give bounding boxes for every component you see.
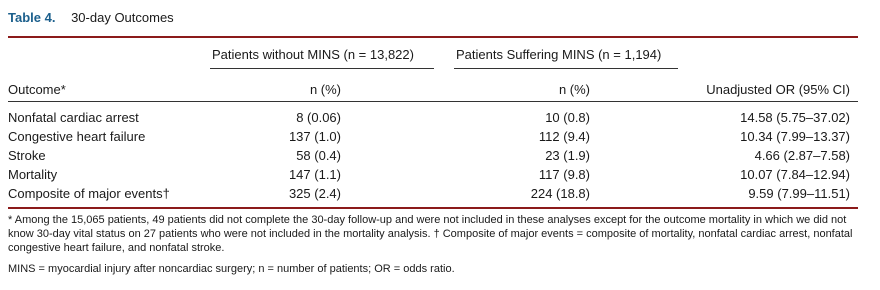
suffering-mins-cell: 10 (0.8) — [545, 110, 590, 125]
table-title: 30-day Outcomes — [71, 10, 174, 25]
outcome-cell: Mortality — [8, 167, 58, 182]
header-rule — [8, 101, 858, 102]
group-header-suffering-mins: Patients Suffering MINS (n = 1,194) — [456, 47, 662, 62]
without-mins-cell: 325 (2.4) — [288, 186, 341, 201]
table-row — [8, 110, 858, 129]
group-underline-without — [210, 68, 434, 69]
odds-ratio-cell: 9.59 (7.99–11.51) — [748, 186, 850, 201]
group-underline-suffering — [454, 68, 678, 69]
column-header-outcome: Outcome* — [8, 82, 66, 97]
table-label: Table 4. — [8, 10, 56, 25]
table-caption — [8, 10, 174, 25]
table-row — [8, 148, 858, 167]
odds-ratio-cell: 4.66 (2.87–7.58) — [754, 148, 850, 163]
outcome-cell: Stroke — [8, 148, 46, 163]
outcome-cell: Composite of major events† — [8, 186, 170, 201]
column-header-odds-ratio: Unadjusted OR (95% CI) — [706, 82, 850, 97]
column-header-n-pct-suffering: n (%) — [558, 82, 590, 97]
table-row — [8, 167, 858, 186]
suffering-mins-cell: 112 (9.4) — [538, 129, 590, 144]
top-rule — [8, 36, 858, 38]
odds-ratio-cell: 10.07 (7.84–12.94) — [740, 167, 850, 182]
group-header-without-mins: Patients without MINS (n = 13,822) — [212, 47, 414, 62]
without-mins-cell: 147 (1.1) — [288, 167, 341, 182]
outcome-cell: Congestive heart failure — [8, 129, 146, 144]
footnote-abbreviations: MINS = myocardial injury after noncardiac surgery; n = number of patients; OR = odds ratio. — [8, 263, 455, 275]
outcome-cell: Nonfatal cardiac arrest — [8, 110, 139, 125]
column-header-row — [8, 82, 858, 98]
table-row — [8, 186, 858, 205]
suffering-mins-cell: 117 (9.8) — [538, 167, 590, 182]
table-row — [8, 129, 858, 148]
table-body — [8, 110, 858, 205]
without-mins-cell: 8 (0.06) — [296, 110, 341, 125]
footnote-main: * Among the 15,065 patients, 49 patients did not complete the 30-day follow-up and were not included in these analyses except for the outcome mortality in which we did not know 30-day vital status on 27 patients who were not included in the mortality analysis. † Composite of major events = composite of mortality, nonfatal cardiac arrest, nonfatal congestive heart failure, and nonfatal stroke. — [8, 214, 853, 254]
odds-ratio-cell: 10.34 (7.99–13.37) — [740, 129, 850, 144]
odds-ratio-cell: 14.58 (5.75–37.02) — [740, 110, 850, 125]
suffering-mins-cell: 224 (18.8) — [530, 186, 590, 201]
column-header-n-pct-without: n (%) — [309, 82, 341, 97]
suffering-mins-cell: 23 (1.9) — [545, 148, 590, 163]
without-mins-cell: 137 (1.0) — [288, 129, 341, 144]
without-mins-cell: 58 (0.4) — [296, 148, 341, 163]
bottom-rule — [8, 207, 858, 209]
